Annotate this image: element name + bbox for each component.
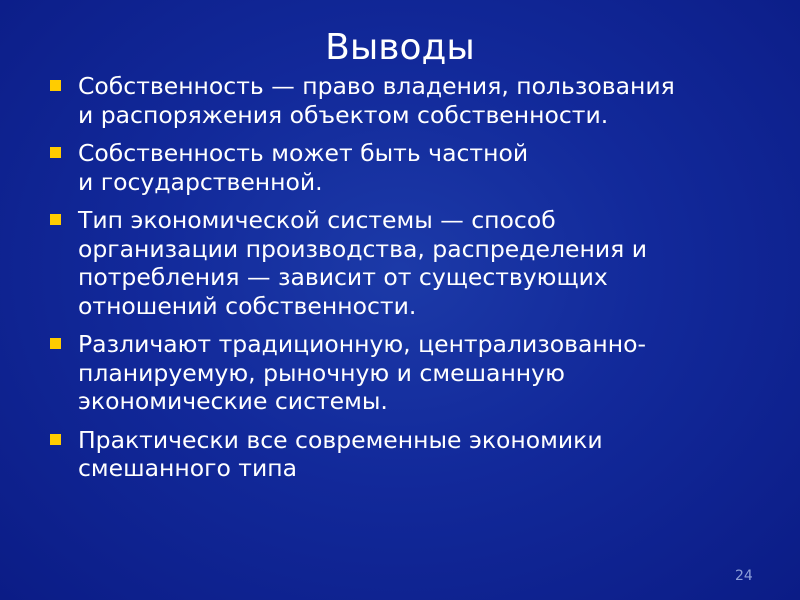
bullet-line: потребления — зависит от существующих [78, 263, 608, 291]
bullet-line: Различают традиционную, централизованно- [78, 330, 646, 358]
bullet-line: Тип экономической системы — способ [78, 206, 556, 234]
bullet-text [78, 330, 740, 416]
square-bullet-icon [50, 147, 61, 158]
bullet-line: смешанного типа [78, 454, 298, 482]
bullet-line: организации производства, распределения и [78, 234, 647, 263]
bullet-list [50, 72, 740, 493]
bullet-item-3 [50, 206, 740, 320]
bullet-line: планируемую, рыночную и смешанную [78, 358, 565, 387]
bullet-line: Собственность — право владения, пользования [78, 72, 675, 100]
bullet-text [78, 206, 740, 320]
bullet-item-2 [50, 139, 740, 196]
bullet-item-5 [50, 426, 740, 483]
square-bullet-icon [50, 80, 61, 91]
bullet-text [78, 139, 740, 196]
bullet-line: и государственной. [78, 167, 323, 196]
bullet-line: экономические системы. [78, 387, 388, 415]
slide-number: 24 [735, 568, 753, 584]
bullet-line: Собственность может быть частной [78, 139, 529, 167]
bullet-item-1 [50, 72, 740, 129]
square-bullet-icon [50, 214, 61, 225]
bullet-text [78, 72, 740, 129]
square-bullet-icon [50, 434, 61, 445]
slide-title: Выводы [325, 27, 475, 68]
bullet-line: отношений собственности. [78, 291, 417, 320]
square-bullet-icon [50, 338, 61, 349]
bullet-item-4 [50, 330, 740, 416]
bullet-line: Практически все современные экономики [78, 425, 603, 454]
bullet-text [78, 426, 740, 483]
bullet-line: и распоряжения объектом собственности. [78, 100, 609, 129]
